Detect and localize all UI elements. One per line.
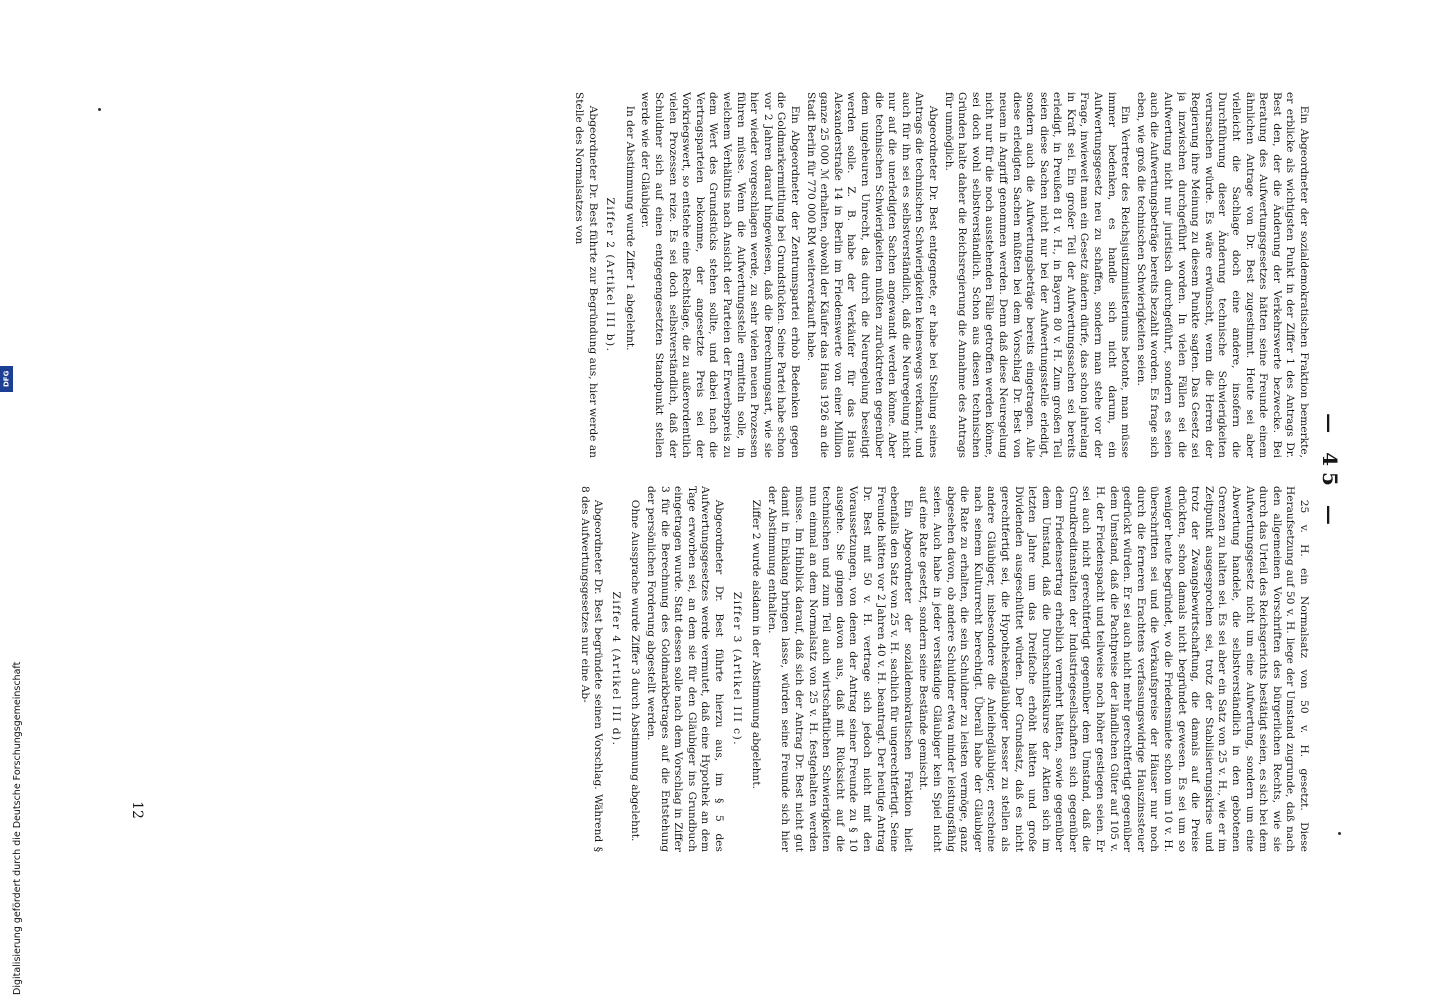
section-heading: Ziffer 3 (Artikel III c).	[730, 591, 743, 747]
section-heading: Ziffer 2 (Artikel III b).	[604, 197, 617, 353]
digitization-notice: Digitalisierung gefördert durch die Deutsche Forschungsgemeinschaft	[12, 661, 23, 995]
paragraph: Ohne Aussprache wurde Ziffer 3 durch Abstimmung abgelehnt.	[629, 499, 642, 842]
left-column	[135, 92, 1310, 458]
paragraph: Ein Abgeordneter der sozialdemokratischen Fraktion bemerkte, er erblicke als wichtigsten Punkt in der Ziffer 1 des Antrags Dr. Best den, der die Änderung der Verkehrswerte bezwecke. Bei Beratung des Aufwertungsgesetzes hätten seine Freunde einem ähnlichen Antrage von Dr. Best zugestimmt. Heute sei aber vielleicht die Sachlage doch eine andere, insofern die Durchführung dieser Änderung technische Schwierigkeiten verursachen würde. Es wäre erwünscht, wenn die Herren der Regierung ihre Meinung zu diesem Punkte sagten. Das Gesetz sei ja inzwischen durchgeführt worden. In vielen Fällen sei die Aufwertung nicht nur juristisch durchgeführt, sondern es seien auch die Aufwertungsbeträge bereits bezahlt worden. Es frage sich eben, wie groß die technischen Schwierigkeiten seien.	[1134, 92, 1310, 458]
paragraph: 25 v. H. ein Normalsatz von 50 v. H. gesetzt. Diese Heraufsetzung auf 50 v. H. liege der Umstand zugrunde, daß nach den allgemeinen Vorschriften des bürgerlichen Rechts, wie sie durch das Urteil des Reichsgerichts bestätigt seien, es sich bei dem Aufwertungsgesetz nicht um eine Aufwertung, sondern um eine Abwertung handele, die selbstverständlich in den gebotenen Grenzen zu halten sei. Es sei aber ein Satz von 25 v. H., wie er im Zeitpunkt ausgesprochen sei, trotz der Stabilisierungskrise und trotz der Zwangsbewirtschaftung, die damals auf die Preise drückten, schon damals nicht begründet gewesen. Es sei um so weniger heute begründet, wo die Friedensmiete schon um 10 v. H. überschritten sei und die Verkaufspreise der Häuser nur noch durch die ferneren Erachtens verfassungswidrige Hauszinssteuer gedrückt würden. Er sei auch nicht mehr gerechtfertigt gegenüber dem Umstand, daß die Pachtpreise der ländlichen Güter auf 105 v. H. der Friedenspacht und teilweise noch höher gestiegen seien. Er sei auch nicht gerechtfertigt gegenüber dem Umstand, daß die Grundkreditanstalten der Industriegesellschaften sich gegenüber dem Friedensertrag erheblich vermehrt hätten, sowie gegenüber dem Umstand, daß die Durchschnittskurse der Aktien sich im letzten Jahre um das Dreifache erhöht hätten und große Dividenden ausgeschüttet würden. Der Grundsatz, daß es nicht gerechtfertigt sei, die Hypothekengläubiger besser zu stellen als andere Gläubiger, insbesondere die Anleihegläubiger, erscheine nach seinem Kulturrecht berechtigt. Überall habe der Gläubiger die Rate zu erhalten, die sein Schuldner zu leisten vermöge, ganz abgesehen davon, ob andere Schuldner etwa minder leistungsfähig seien. Auch habe in jeder verständige Gläubiger kein Spiel nicht auf eine Rate gesetzt, sondern seine Bestände gemischt.	[917, 486, 1310, 852]
paragraph: Abgeordneter Dr. Best führte hierzu aus, im § 5 des Aufwertungsgesetzes werde vermutet, daß eine Hypothek an dem Tage erworben sei, an dem sie für den Gläubiger ins Grundbuch eingetragen wurde. Statt dessen solle nach dem Vorschlag in Ziffer 3 für die Berechnung des Goldmarkbetrages auf die Entstehung der persönlichen Forderung abgestellt werden.	[645, 486, 726, 852]
paragraph: Ein Vertreter des Reichsjustizministeriums betonte, man müsse immer bedenken, es handle sich nicht darum, ein Aufwertungsgesetz neu zu schaffen, sondern man stehe vor der Frage, inwieweit man ein Gesetz ändern dürfe, das schon jahrelang in Kraft sei. Ein großer Teil der Aufwertungssachen sei bereits erledigt, in Preußen 81 v. H., in Bayern 80 v. H. Zum großen Teil seien diese Sachen nicht nur bei der Aufwertungsstelle erledigt, sondern auch die Aufwertungsbeträge bereits eingetragen. Alle diese erledigten Sachen müßten bei dem Vorschlag Dr. Best von neuem in Angriff genommen werden. Denn daß diese Neuregelung nicht nur für die noch ausstehenden Fälle getroffen werden könne, sei doch wohl selbstverständlich. Schon aus diesen technischen Gründen halte daher die Reichsregierung die Annahme des Antrags für unmöglich.	[942, 92, 1132, 458]
dfg-logo-icon: DFG	[0, 366, 13, 392]
paragraph: Abgeordneter Dr. Best führte zur Begründung aus, hier werde an Stelle des Normalsatzes von	[573, 92, 599, 458]
paragraph: Abgeordneter Dr. Best begründete seinen Vorschlag. Während § 8 des Aufwertungsgesetzes nur eine Ab-	[578, 486, 605, 852]
footer-number: 12	[129, 801, 145, 819]
scan-speck	[98, 108, 101, 111]
paragraph: Ziffer 2 wurde alsdann in der Abstimmung abgelehnt.	[750, 499, 763, 790]
digitization-sidebar	[0, 600, 23, 1000]
paragraph: In der Abstimmung wurde Ziffer 1 abgelehnt.	[623, 105, 636, 351]
page-body	[117, 92, 1342, 852]
columns	[135, 92, 1310, 852]
paragraph: Ein Abgeordneter der Zentrumspartei erhob Bedenken gegen die Goldmarkermittlung bei Grundstücken. Seine Partei habe schon vor 2 Jahren darauf hingewiesen, daß die Berechnungsart, wie sie hier wieder vorgeschlagen werde, zu sehr vielen neuen Prozessen führen müsse. Wenn die Aufwertungsstelle ermitteln solle, in welchem Verhältnis nach Ansicht der Parteien der Erwerbspreis zu dem Wert des Grundstücks stehen sollte, und dabei nach die Vertragsparteien bekomme, der angesetzte Preis sei der Vorkriegswert, so entstehe eine Rechtslage, die zu außerordentlich vielen Prozessen reize. Es sei doch selbstverständlich, daß der Schuldner sich auf einen entgegengesetzten Standpunkt stellen werde wie der Gläubiger.	[639, 92, 802, 458]
paragraph: Ein Abgeordneter der sozialdemokratischen Fraktion hielt ebenfalls den Satz von 25 v. H. sachlich für ungerechtfertigt. Seine Freunde hätten vor 2 Jahren 40 v. H. beantragt. Der heutige Antrag Dr. Best mit 50 v. H. vertrage sich jedoch nicht mit den Voraussetzungen, von denen der Antrag seiner Freunde zu § 10 ausgehe. Sie gingen davon aus, daß mit Rücksicht auf die technischen und zum Teil auch wirtschaftlichen Schwierigkeiten nun einmal an dem Normalsatz von 25 v. H. festgehalten werden müsse. Im Hinblick darauf, daß sich der Antrag Dr. Best nicht gut damit in Einklang bringen lasse, würden seine Freunde sich hier der Abstimmung enthalten.	[765, 486, 914, 852]
paragraph: Abgeordneter Dr. Best entgegnete, er habe bei Stellung seines Antrags die technischen Schwierigkeiten keineswegs verkannt, und auch für ihn sei es selbstverständlich, daß die Neuregelung nicht nur auf die unerledigten Sachen angewandt werden könne. Aber die technischen Schwierigkeiten müßten zurücktreten gegenüber dem ungeheuren Unrecht, das durch die Neuregelung beseitigt werden solle. Z. B. habe der Verkäufer für das Haus Alexanderstraße 14 in Berlin im Friedenswerte von einer Million ganze 25 000 ℳ erhalten, obwohl der Käufer das Haus 1926 an die Stadt Berlin für 770 000 RM weiterverkauft habe.	[804, 92, 939, 458]
page-number: — 45 —	[1318, 413, 1342, 531]
right-column	[135, 486, 1310, 852]
section-heading: Ziffer 4 (Artikel III d).	[609, 591, 622, 747]
rotated-content-area	[117, 92, 1342, 852]
